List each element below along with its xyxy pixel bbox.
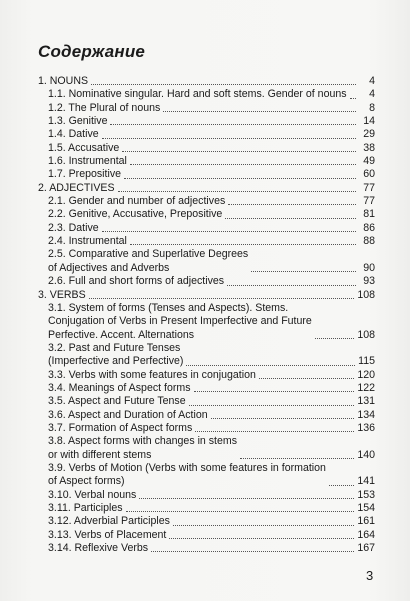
toc-entry: [38, 155, 375, 168]
toc-entry-page: 161: [357, 515, 375, 528]
toc-entry: [38, 168, 375, 181]
dot-leader: [186, 364, 355, 366]
toc-entry-title: 1.5. Accusative: [48, 141, 120, 154]
dot-leader: [102, 137, 356, 139]
toc-entry-page: 120: [357, 368, 375, 381]
toc-entry: [38, 195, 375, 208]
dot-leader: [118, 190, 356, 192]
toc-entry-title: 3.3. Verbs with some features in conjugation: [48, 368, 256, 381]
toc-entry-title: 3.14. Reflexive Verbs: [48, 542, 149, 555]
dot-leader: [315, 337, 354, 339]
toc-entry: [38, 489, 375, 502]
toc-entry: [38, 115, 375, 128]
toc-entry-title: 3.7. Formation of Aspect forms: [48, 421, 193, 434]
toc-entry-title: 3.6. Aspect and Duration of Action: [48, 408, 208, 421]
toc-entry: [38, 422, 375, 435]
toc-entry: [38, 409, 375, 422]
toc-entry: [38, 88, 375, 101]
toc-entry: [38, 529, 375, 542]
toc-entry: [38, 248, 375, 275]
toc-entry-page: 131: [357, 395, 375, 408]
dot-leader: [130, 163, 356, 165]
dot-leader: [259, 377, 354, 379]
toc-entry-title: 2.1. Gender and number of adjectives: [48, 195, 226, 208]
toc-entry-title: 1.2. The Plural of nouns: [48, 101, 161, 114]
toc-entry-page: 93: [363, 275, 375, 288]
dot-leader: [102, 230, 356, 232]
toc-entry-title: 3.1. System of forms (Tenses and Aspects). Stems. Conjugation of Verbs in Present Imperfective and Future Perfective. Accent. Alternations: [48, 301, 312, 341]
toc-entry-title: 1.7. Prepositive: [48, 168, 122, 181]
toc-entry: [38, 302, 375, 342]
toc-entry-page: 77: [363, 181, 375, 194]
toc-entry-title: 3.10. Verbal nouns: [48, 488, 137, 501]
toc-entry: [38, 289, 375, 302]
dot-leader: [227, 284, 356, 286]
toc-entry: [38, 102, 375, 115]
toc-entry-title: 3.11. Participles: [48, 502, 123, 514]
toc-entry: [38, 395, 375, 408]
toc-entry-page: 153: [357, 488, 375, 501]
toc-entry: [38, 502, 375, 515]
toc-entry-page: 122: [357, 381, 375, 394]
toc-entry-title: 2.2. Genitive, Accusative, Prepositive: [48, 208, 223, 221]
toc-entry: [38, 75, 375, 88]
toc-entry-page: 136: [357, 421, 375, 434]
dot-leader: [194, 390, 355, 392]
toc-entry-page: 38: [363, 141, 375, 154]
toc-entry-page: 134: [357, 408, 375, 421]
toc-entry: [38, 235, 375, 248]
toc-entry-title: 3.4. Meanings of Aspect forms: [48, 381, 191, 394]
dot-leader: [130, 243, 356, 245]
dot-leader: [350, 97, 356, 99]
toc-entry-page: 86: [363, 221, 375, 234]
toc-entry-page: 115: [358, 355, 375, 368]
toc-entry-page: 60: [363, 168, 375, 181]
toc-entry-title: 3.9. Verbs of Motion (Verbs with some features in formation of Aspect forms): [48, 461, 326, 488]
table-of-contents: [38, 75, 375, 555]
toc-entry-title: 3.12. Adverbial Participles: [48, 515, 170, 528]
toc-entry-page: 4: [369, 88, 375, 101]
toc-entry-title: 1.3. Genitive: [48, 115, 108, 128]
toc-entry-page: 167: [357, 542, 375, 555]
dot-leader: [91, 83, 356, 85]
toc-entry: [38, 342, 375, 369]
dot-leader: [124, 177, 356, 179]
toc-entry-page: 90: [363, 261, 375, 274]
toc-entry-title: 3.2. Past and Future Tenses (Imperfective and Perfective): [48, 341, 184, 368]
toc-entry-page: 14: [363, 115, 375, 128]
toc-entry: [38, 222, 375, 235]
toc-entry: [38, 142, 375, 155]
toc-entry-title: 3.8. Aspect forms with changes in stems or with different stems: [48, 435, 238, 461]
dot-leader: [211, 417, 355, 419]
dot-leader: [163, 110, 356, 112]
toc-entry-title: 2. ADJECTIVES: [38, 181, 115, 194]
toc-entry-title: 2.3. Dative: [48, 221, 99, 234]
dot-leader: [240, 457, 354, 459]
dot-leader: [139, 497, 354, 499]
toc-entry-title: 2.6. Full and short forms of adjectives: [48, 275, 225, 288]
toc-entry: [38, 515, 375, 528]
dot-leader: [173, 524, 354, 526]
toc-entry-title: 1.4. Dative: [48, 128, 99, 141]
toc-entry-title: 1. NOUNS: [38, 75, 89, 87]
toc-entry: [38, 182, 375, 195]
dot-leader: [122, 150, 356, 152]
toc-entry-title: 1.1. Nominative singular. Hard and soft stems. Gender of nouns: [48, 88, 347, 101]
toc-entry-title: 3. VERBS: [38, 288, 86, 301]
page-title: Содержание: [38, 42, 146, 61]
toc-entry-title: 3.13. Verbs of Placement: [48, 528, 167, 541]
toc-entry-title: 1.6. Instrumental: [48, 155, 127, 168]
toc-entry: [38, 369, 375, 382]
toc-entry-title: 2.4. Instrumental: [48, 235, 127, 248]
toc-entry-page: 108: [357, 288, 375, 301]
toc-entry: [38, 128, 375, 141]
toc-entry: [38, 542, 375, 555]
dot-leader: [225, 217, 356, 219]
dot-leader: [151, 550, 354, 552]
toc-entry: [38, 435, 375, 462]
dot-leader: [126, 510, 355, 512]
dot-leader: [110, 123, 356, 125]
toc-entry: [38, 208, 375, 221]
toc-entry-page: 164: [357, 528, 375, 541]
dot-leader: [89, 297, 355, 299]
toc-entry-page: 4: [369, 75, 375, 87]
toc-entry-page: 88: [363, 235, 375, 248]
dot-leader: [251, 270, 356, 272]
toc-entry-title: 2.5. Comparative and Superlative Degrees of Adjectives and Adverbs: [48, 248, 249, 274]
toc-entry-page: 77: [363, 195, 375, 208]
dot-leader: [329, 484, 354, 486]
toc-entry-page: 108: [357, 328, 375, 341]
toc-entry: [38, 275, 375, 288]
toc-entry-page: 140: [357, 448, 375, 461]
toc-entry-page: 81: [363, 208, 375, 221]
toc-entry: [38, 462, 375, 489]
toc-entry-title: 3.5. Aspect and Future Tense: [48, 395, 186, 408]
toc-entry-page: 154: [357, 502, 375, 514]
toc-entry-page: 29: [363, 128, 375, 141]
toc-entry-page: 141: [357, 475, 375, 488]
dot-leader: [195, 430, 354, 432]
page-number: 3: [366, 568, 374, 583]
toc-entry-page: 8: [369, 101, 375, 114]
toc-entry: [38, 382, 375, 395]
toc-entry-page: 49: [363, 155, 375, 168]
dot-leader: [228, 203, 356, 205]
dot-leader: [189, 404, 355, 406]
dot-leader: [169, 537, 354, 539]
